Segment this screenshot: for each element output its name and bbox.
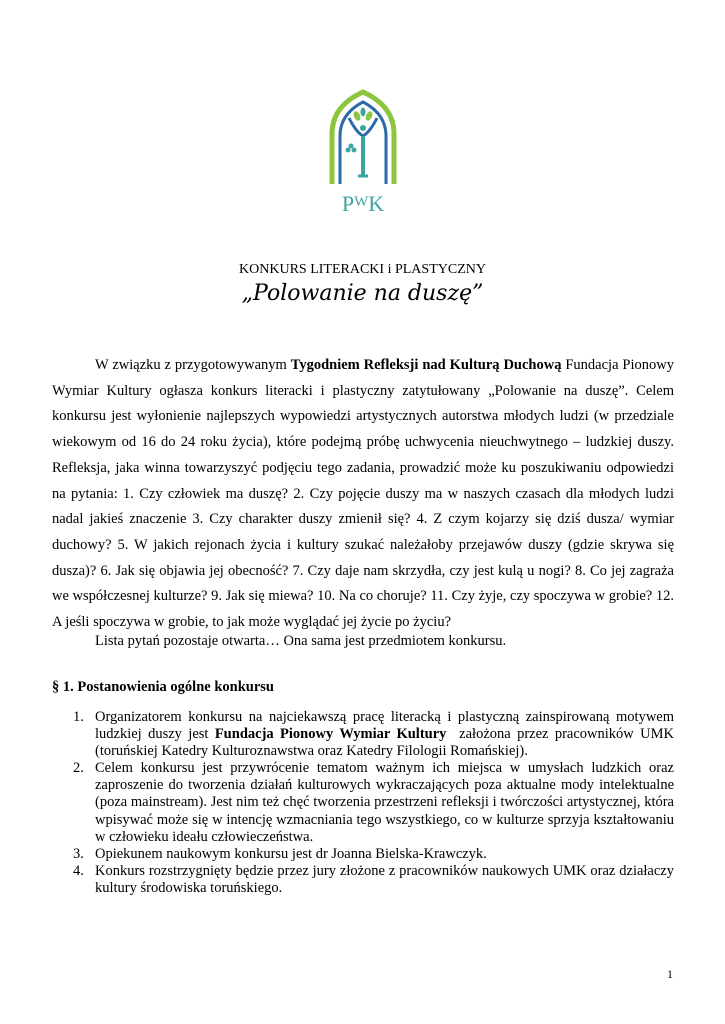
intro-text-rest: Fundacja Pionowy Wymiar Kultury ogłasza konkurs literacki i plastyczny zatytułowany „Polowanie na duszę”. Celem konkursu jest wyłonienie najlepszych wypowiedzi artystycznych autorstwa młodych ludzi (w przedziale wiekowym od 16 do 24 roku życia), które podejmą próbę uchwycenia nieuchwytnego – ludzkiej duszy. Refleksja, jaka winna towarzyszyć podjęciu tego zadania, prowadzić może ku poszukiwaniu odpowiedzi na pytania: 1. Czy człowiek ma duszę? 2. Czy pojęcie duszy ma w naszych czasach dla młodych ludzi nadal jakieś znaczenie 3. Czy charakter duszy zmienił się? 4. Z czym kojarzy się dziś dusza/ wymiar duchowy? 5. W jakich rejonach życia i kultury szukać należałoby przejawów duszy (gdzie skrywa się dusza)? 6. Jak się objawia jej obecność? 7. Czy daje nam skrzydła, czy jest kulą u nogi? 8. Co jej zagraża we współczesnej kulturze? 9. Jak się miewa? 10. Na co choruje? 11. Czy żyje, czy spoczywa w grobie? 12. A jeśli spoczywa w grobie, to jak może wyglądać jej życie po życiu? [52, 357, 674, 631]
item-bold-organizer: Fundacja Pionowy Wymiar Kultury [214, 726, 447, 743]
list-item [73, 845, 674, 863]
item-text: założona przez pracowników UMK (toruńskiej Katedry Kulturoznawstwa oraz Katedry Filologii Romańskiej). [95, 726, 678, 760]
item-number: 3. [73, 845, 84, 862]
item-text: Opiekunem naukowym konkursu jest dr Joanna Bielska-Krawczyk. [95, 845, 487, 862]
rules-list [73, 709, 678, 897]
pwk-logo-graphic [322, 88, 404, 216]
intro-text-start: W związku z przygotowywanym [95, 357, 291, 373]
contest-subtitle: „Polowanie na duszę” [241, 281, 484, 306]
intro-paragraph [52, 353, 674, 636]
list-item [73, 709, 678, 760]
list-item [73, 760, 674, 845]
list-item [73, 862, 674, 897]
intro-closing: Lista pytań pozostaje otwarta… Ona sama jest przedmiotem konkursu. [95, 633, 507, 649]
contest-heading: KONKURS LITERACKI i PLASTYCZNY [239, 262, 486, 277]
page-number: 1 [667, 967, 673, 981]
item-text: Konkurs rozstrzygnięty będzie przez jury złożone z pracowników naukowych UMK oraz działaczy kultury środowiska toruńskiego. [95, 862, 674, 896]
item-text: Celem konkursu jest przywrócenie tematom ważnym ich miejsca w umysłach ludzkich oraz zaproszenie do tworzenia działań kulturowych wykraczających poza aktualne mody intelektualne (poza mainstream). Jest nim też chęć tworzenia przestrzeni refleksji i twórczości artystycznej, która wpisywać może się w intencję wzmacniania tego wszystkiego, co w kulturze sprzyja kształtowaniu w człowieku ideału człowieczeństwa. [95, 760, 674, 845]
item-number: 2. [73, 760, 84, 777]
pwk-logo [322, 88, 404, 216]
svg-text:PWK: $P^WK$ [341, 191, 385, 216]
item-text: Organizatorem konkursu na najciekawszą pracę literacką i plastyczną zainspirowaną motywem ludzkiej duszy jest [95, 709, 674, 743]
section-heading: § 1. Postanowienia ogólne konkursu [52, 679, 274, 695]
item-number: 4. [73, 862, 84, 879]
item-number: 1. [73, 709, 84, 725]
intro-bold-event: Tygodniem Refleksji nad Kulturą Duchową [290, 357, 562, 373]
